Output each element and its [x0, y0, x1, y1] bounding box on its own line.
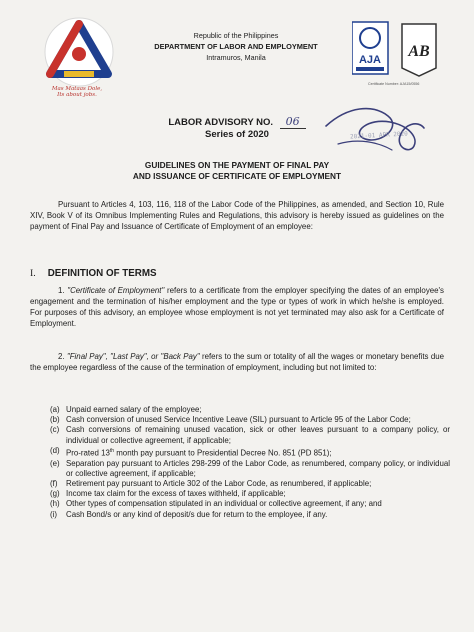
list-item-text: Income tax claim for the excess of taxes withheld, if applicable; — [66, 489, 286, 499]
list-item-mark: (c) — [50, 425, 60, 435]
list-item-text: Cash conversion of unused Service Incentive Leave (SIL) pursuant to Article 95 of the Labor Code; — [66, 415, 411, 425]
cert-logo-1-text: AJA — [358, 54, 382, 66]
republic-line: Republic of the Philippines — [193, 31, 279, 40]
advisory-series: Series of 2020 — [205, 129, 269, 140]
definition-1 — [30, 285, 444, 329]
tagline-line-2: Its about jobs. — [57, 92, 97, 98]
list-item-superscript: th — [109, 447, 115, 454]
definition-2-term: "Final Pay", "Last Pay", or "Back Pay" — [66, 352, 200, 361]
list-item-mark: (b) — [50, 415, 60, 425]
list-item-text-after: month pay pursuant to Presidential Decree No. 851 (PD 851); — [114, 448, 332, 458]
list-item-mark: (g) — [50, 489, 60, 499]
list-item-mark: (a) — [50, 405, 60, 414]
advisory-number-line — [168, 116, 305, 129]
list-item-text: Separation pay pursuant to Articles 298-299 of the Labor Code, as renumbered, company policy, or individual or collective agreement, if applicable; — [66, 458, 450, 478]
list-item-text: Cash Bond/s or any kind of deposit/s due for return to the employee, if any. — [66, 509, 328, 519]
definition-2-number: 2. — [58, 352, 67, 361]
list-item — [50, 499, 450, 509]
definition-1-text: refers to a certificate from the employer specifying the dates of an employee's engagement and the termination of his/her employment and the type or types of work in which he/she is employed. For purposes of this advisory, an employee whose employment is not yet terminated may also ask for a Certificate of Employment. — [30, 286, 444, 328]
section-title: DEFINITION OF TERMS — [47, 268, 157, 279]
list-item-text: Cash conversions of remaining unused vacation, sick or other leaves pursuant to a company policy, or individual or collective agreement, if applicable; — [66, 425, 450, 445]
list-item-text-before: Pro-rated 13 — [66, 448, 110, 458]
advisory-header — [0, 116, 474, 141]
section-number: I. — [30, 268, 36, 279]
list-item-text: Retirement pay pursuant to Article 302 of the Labor Code, as renumbered, if applicable; — [66, 479, 372, 489]
department-address: Intramuros, Manila — [206, 53, 266, 62]
list-item-mark: (h) — [50, 499, 60, 509]
list-item-text: Other types of compensation stipulated in an individual or collective agreement, if any; and — [66, 499, 382, 509]
final-pay-components-list — [50, 405, 450, 520]
title-line-1: GUIDELINES ON THE PAYMENT OF FINAL PAY — [144, 160, 330, 170]
list-item-mark: (e) — [50, 458, 60, 468]
list-item-mark: (d) — [50, 445, 60, 455]
list-item-mark: (i) — [50, 509, 58, 519]
definition-1-number: 1. — [58, 286, 68, 295]
definition-2-text: refers to the sum or totality of all the wages or monetary benefits due the employee regardless of the cause of the termination of employment, including but not limited to: — [30, 352, 444, 372]
intro-paragraph: Pursuant to Articles 4, 103, 116, 118 of the Labor Code of the Philippines, as amended, and Section 10, Rule XIV, Book V of its Omnibus Implementing Rules and Regulations, this advisory is hereby issued as guidelines on the payment of Final Pay and Issuance of Certificate of Employment of an employee: — [30, 200, 444, 231]
list-item-mark: (f) — [50, 479, 58, 489]
list-item — [50, 489, 450, 499]
list-item — [50, 425, 450, 445]
advisory-number: 06 — [280, 115, 306, 129]
logo-tagline — [42, 86, 112, 98]
definition-1-term: "Certificate of Employment" — [67, 286, 165, 295]
letterhead — [136, 30, 336, 63]
advisory-label: LABOR ADVISORY NO. — [168, 117, 274, 128]
certification-logos-icon — [352, 18, 442, 88]
document-title — [0, 160, 474, 182]
list-item — [50, 479, 450, 489]
list-item — [50, 446, 450, 459]
definition-2 — [30, 351, 444, 373]
received-stamp: 2021-01 APR 2020 — [349, 130, 408, 141]
list-item — [50, 415, 450, 425]
list-item — [50, 459, 450, 479]
certificate-number: Certificate Number: AJA15/0556 — [368, 82, 420, 86]
tagline-line-1: Mas Mataas Dole, — [51, 86, 103, 92]
list-item — [50, 510, 450, 520]
department-name: DEPARTMENT OF LABOR AND EMPLOYMENT — [154, 42, 318, 51]
title-line-2: AND ISSUANCE OF CERTIFICATE OF EMPLOYMENT — [132, 171, 342, 181]
list-item-text — [66, 446, 450, 459]
cert-logo-2-text: AB — [408, 43, 430, 60]
list-item-text: Unpaid earned salary of the employee; — [66, 405, 202, 414]
section-heading — [30, 268, 157, 279]
list-item — [50, 405, 450, 415]
